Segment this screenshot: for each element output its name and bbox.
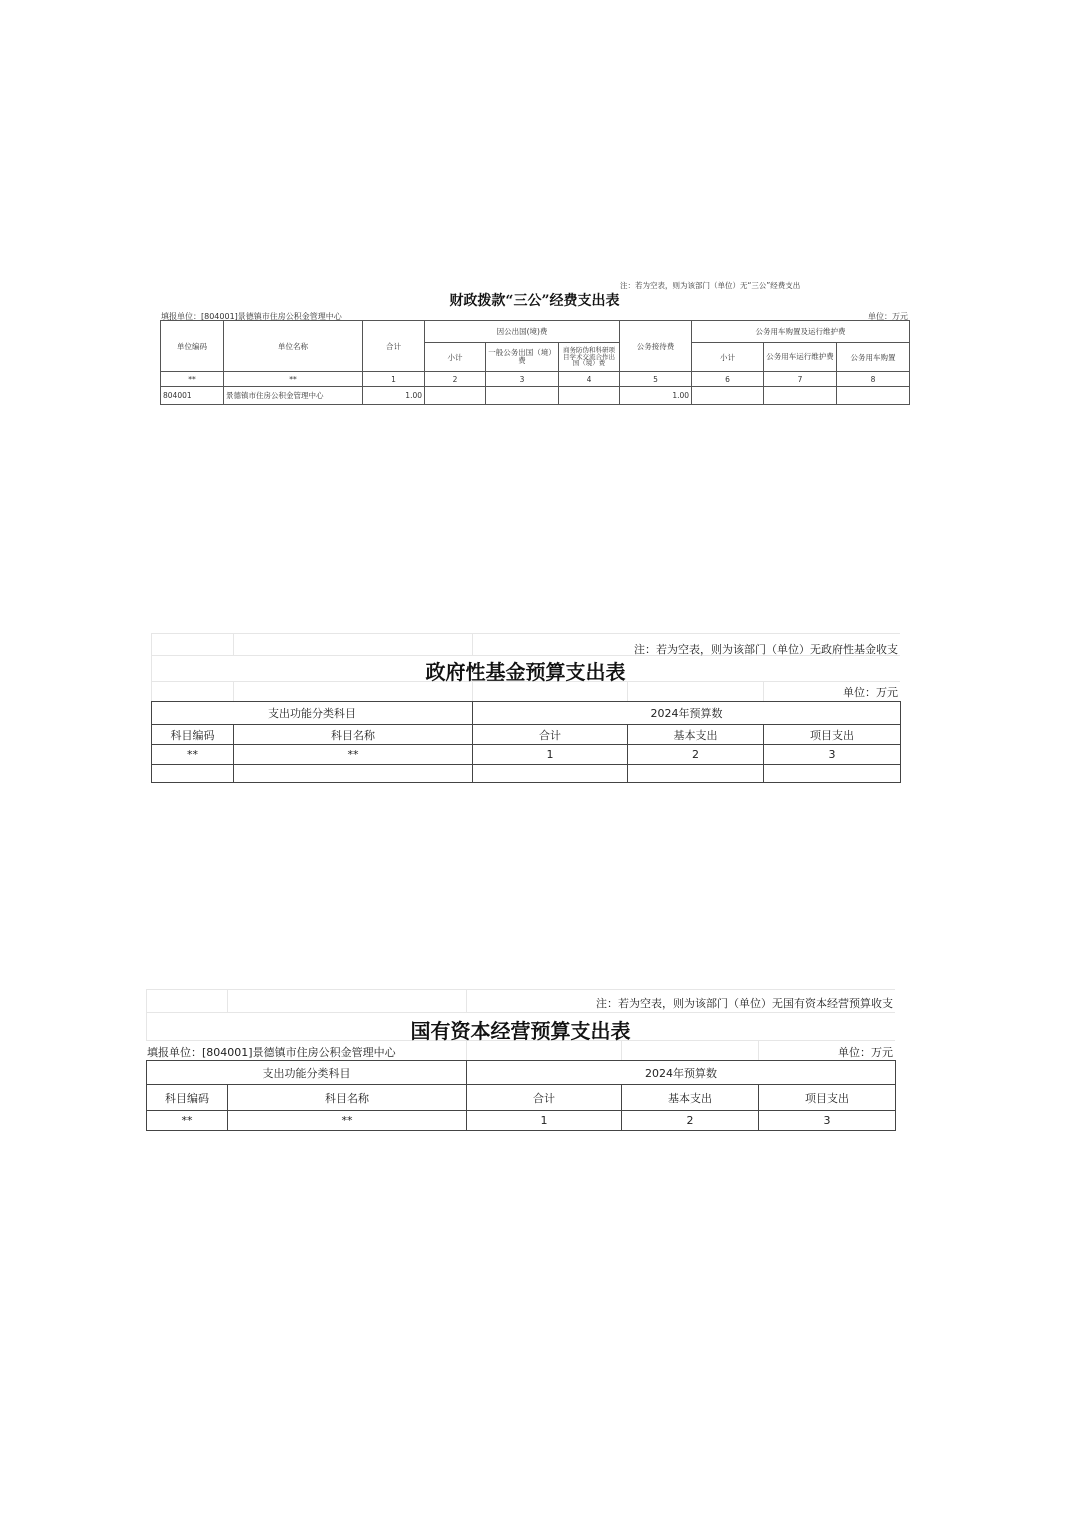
index-cell: 1 [363, 372, 425, 387]
header-subject-name: 科目名称 [228, 1085, 467, 1111]
table-row [161, 387, 910, 405]
table1-unit-label: 单位：万元 [868, 312, 908, 321]
header-unit-name: 单位名称 [224, 321, 363, 372]
table2-note: 注：若为空表，则为该部门（单位）无政府性基金收支 [634, 643, 898, 656]
table1-note: 注：若为空表，则为该部门（单位）无“三公”经费支出 [620, 281, 801, 290]
header-category: 支出功能分类科目 [152, 702, 473, 725]
header-reception: 公务接待费 [620, 321, 692, 372]
header-vehicle-subtotal: 小计 [692, 343, 764, 372]
index-row [152, 745, 901, 765]
table3-note: 注：若为空表，则为该部门（单位）无国有资本经营预算收支 [596, 997, 893, 1010]
index-cell: 3 [759, 1111, 896, 1131]
index-cell: 3 [764, 745, 901, 765]
index-cell: 2 [628, 745, 764, 765]
state-capital-expense-table [146, 1060, 896, 1131]
index-cell: 3 [486, 372, 559, 387]
header-general-abroad: 一般公务出国（境）费 [486, 343, 559, 372]
row-cell-empty [692, 387, 764, 405]
header-total: 合计 [473, 725, 628, 745]
header-unit-code: 单位编码 [161, 321, 224, 372]
row-cell-empty [628, 765, 764, 783]
header-special-abroad: 商务防伪和科研项目学术交流合作出国（境）费 [559, 343, 620, 372]
header-abroad: 因公出国(境)费 [425, 321, 620, 343]
row-cell-empty [764, 765, 901, 783]
header-budget-year: 2024年预算数 [467, 1061, 896, 1085]
header-total: 合计 [467, 1085, 622, 1111]
index-cell: 1 [473, 745, 628, 765]
row-unit-name: 景德镇市住房公积金管理中心 [224, 387, 363, 405]
row-cell-empty [559, 387, 620, 405]
index-cell: 5 [620, 372, 692, 387]
table2-title: 政府性基金预算支出表 [425, 660, 626, 684]
table-row [152, 765, 901, 783]
index-cell: ** [147, 1111, 228, 1131]
row-cell-empty [764, 387, 837, 405]
index-row [161, 372, 910, 387]
index-cell: 2 [622, 1111, 759, 1131]
index-cell: 8 [837, 372, 910, 387]
gov-fund-expense-table [151, 701, 901, 783]
row-cell-empty [486, 387, 559, 405]
index-cell: ** [228, 1111, 467, 1131]
row-cell-empty [425, 387, 486, 405]
header-subject-code: 科目编码 [147, 1085, 228, 1111]
index-row [147, 1111, 896, 1131]
header-project: 项目支出 [759, 1085, 896, 1111]
header-vehicle-buy: 公务用车购置 [837, 343, 910, 372]
row-cell-empty [473, 765, 628, 783]
table3-title: 国有资本经营预算支出表 [410, 1019, 631, 1043]
index-cell: ** [234, 745, 473, 765]
index-cell: 4 [559, 372, 620, 387]
header-category: 支出功能分类科目 [147, 1061, 467, 1085]
table3-unit-label: 单位：万元 [838, 1046, 893, 1059]
table2-unit-label: 单位：万元 [843, 686, 898, 699]
san-gong-expense-table [160, 320, 910, 405]
row-unit-code: 804001 [161, 387, 224, 405]
row-reception: 1.00 [620, 387, 692, 405]
table3-filler-unit: 填报单位：[804001]景德镇市住房公积金管理中心 [147, 1046, 396, 1059]
index-cell: 6 [692, 372, 764, 387]
row-cell-empty [152, 765, 234, 783]
row-cell-empty [234, 765, 473, 783]
header-basic: 基本支出 [622, 1085, 759, 1111]
header-basic: 基本支出 [628, 725, 764, 745]
header-budget-year: 2024年预算数 [473, 702, 901, 725]
table1-filler-unit: 填报单位：[804001]景德镇市住房公积金管理中心 [161, 312, 342, 321]
header-abroad-subtotal: 小计 [425, 343, 486, 372]
index-cell: ** [224, 372, 363, 387]
header-subject-name: 科目名称 [234, 725, 473, 745]
header-total: 合计 [363, 321, 425, 372]
header-project: 项目支出 [764, 725, 901, 745]
header-vehicle-run: 公务用车运行维护费 [764, 343, 837, 372]
row-total: 1.00 [363, 387, 425, 405]
index-cell: 2 [425, 372, 486, 387]
index-cell: 7 [764, 372, 837, 387]
index-cell: 1 [467, 1111, 622, 1131]
table1-title: 财政拨款“三公”经费支出表 [449, 293, 620, 309]
index-cell: ** [152, 745, 234, 765]
header-vehicle: 公务用车购置及运行维护费 [692, 321, 910, 343]
row-cell-empty [837, 387, 910, 405]
index-cell: ** [161, 372, 224, 387]
header-subject-code: 科目编码 [152, 725, 234, 745]
